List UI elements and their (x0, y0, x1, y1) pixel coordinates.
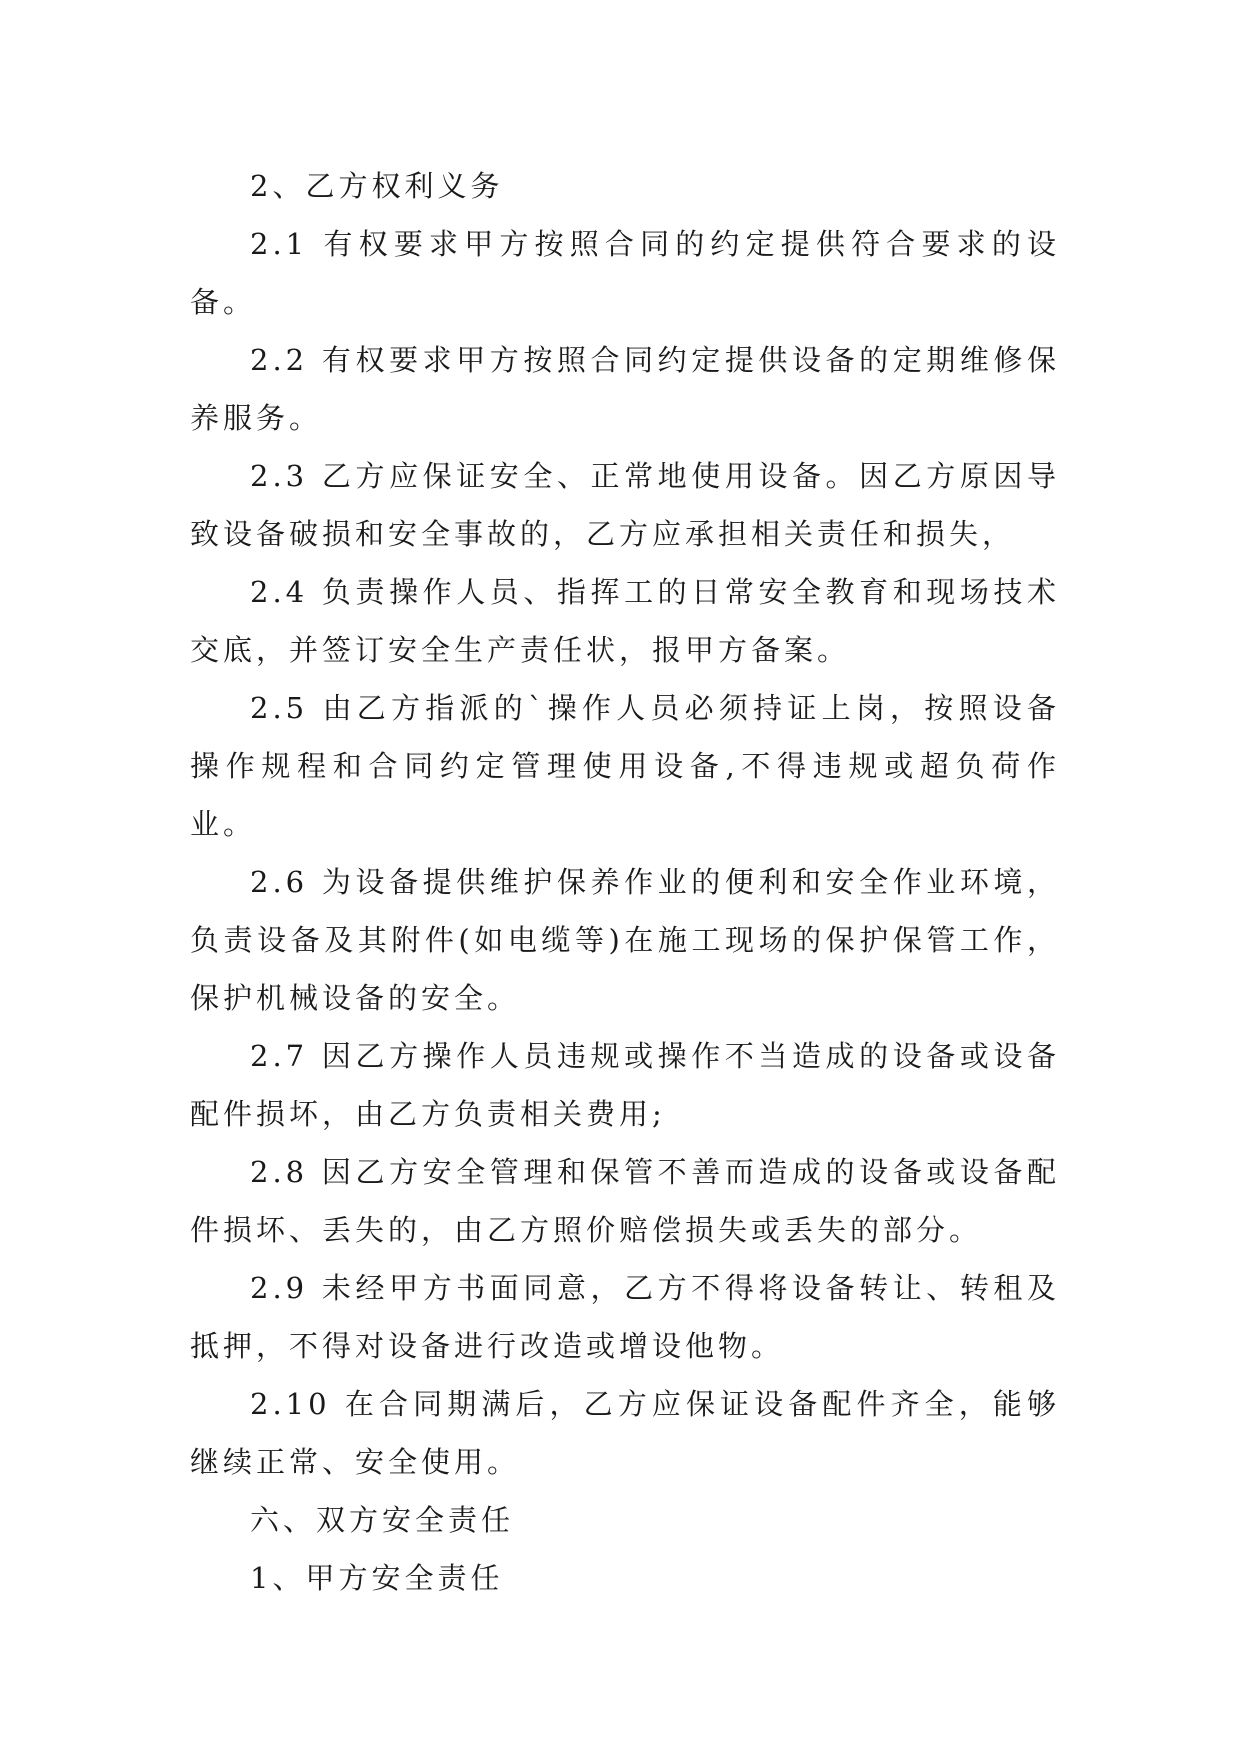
clause-2-7: 2.7 因乙方操作人员违规或操作不当造成的设备或设备配件损坏，由乙方负责相关费用; (190, 1039, 1060, 1131)
document-body (190, 157, 1060, 1607)
clause-2-6: 2.6 为设备提供维护保养作业的便利和安全作业环境，负责设备及其附件(如电缆等)在施工现场的保护保管工作，保护机械设备的安全。 (190, 865, 1060, 1015)
subsection-heading-party-a-safety: 1、甲方安全责任 (250, 1561, 504, 1595)
clause-2-1: 2.1 有权要求甲方按照合同的约定提供符合要求的设备。 (190, 227, 1060, 319)
clause-2-3: 2.3 乙方应保证安全、正常地使用设备。因乙方原因导致设备破损和安全事故的，乙方应承担相关责任和损失， (190, 459, 1060, 551)
clause-2-2: 2.2 有权要求甲方按照合同约定提供设备的定期维修保养服务。 (190, 343, 1060, 435)
clause-2-4: 2.4 负责操作人员、指挥工的日常安全教育和现场技术交底，并签订安全生产责任状，报甲方备案。 (190, 575, 1060, 667)
clause-2-10: 2.10 在合同期满后，乙方应保证设备配件齐全，能够继续正常、安全使用。 (190, 1387, 1060, 1479)
section-heading-safety-responsibilities: 六、双方安全责任 (250, 1503, 515, 1537)
section-heading-party-b-rights: 2、乙方权利义务 (250, 169, 504, 203)
clause-2-9: 2.9 未经甲方书面同意，乙方不得将设备转让、转租及抵押，不得对设备进行改造或增设他物。 (190, 1271, 1060, 1363)
clause-2-5: 2.5 由乙方指派的`操作人员必须持证上岗，按照设备操作规程和合同约定管理使用设备,不得违规或超负荷作业。 (190, 691, 1060, 841)
clause-2-8: 2.8 因乙方安全管理和保管不善而造成的设备或设备配件损坏、丢失的，由乙方照价赔偿损失或丢失的部分。 (190, 1155, 1060, 1247)
